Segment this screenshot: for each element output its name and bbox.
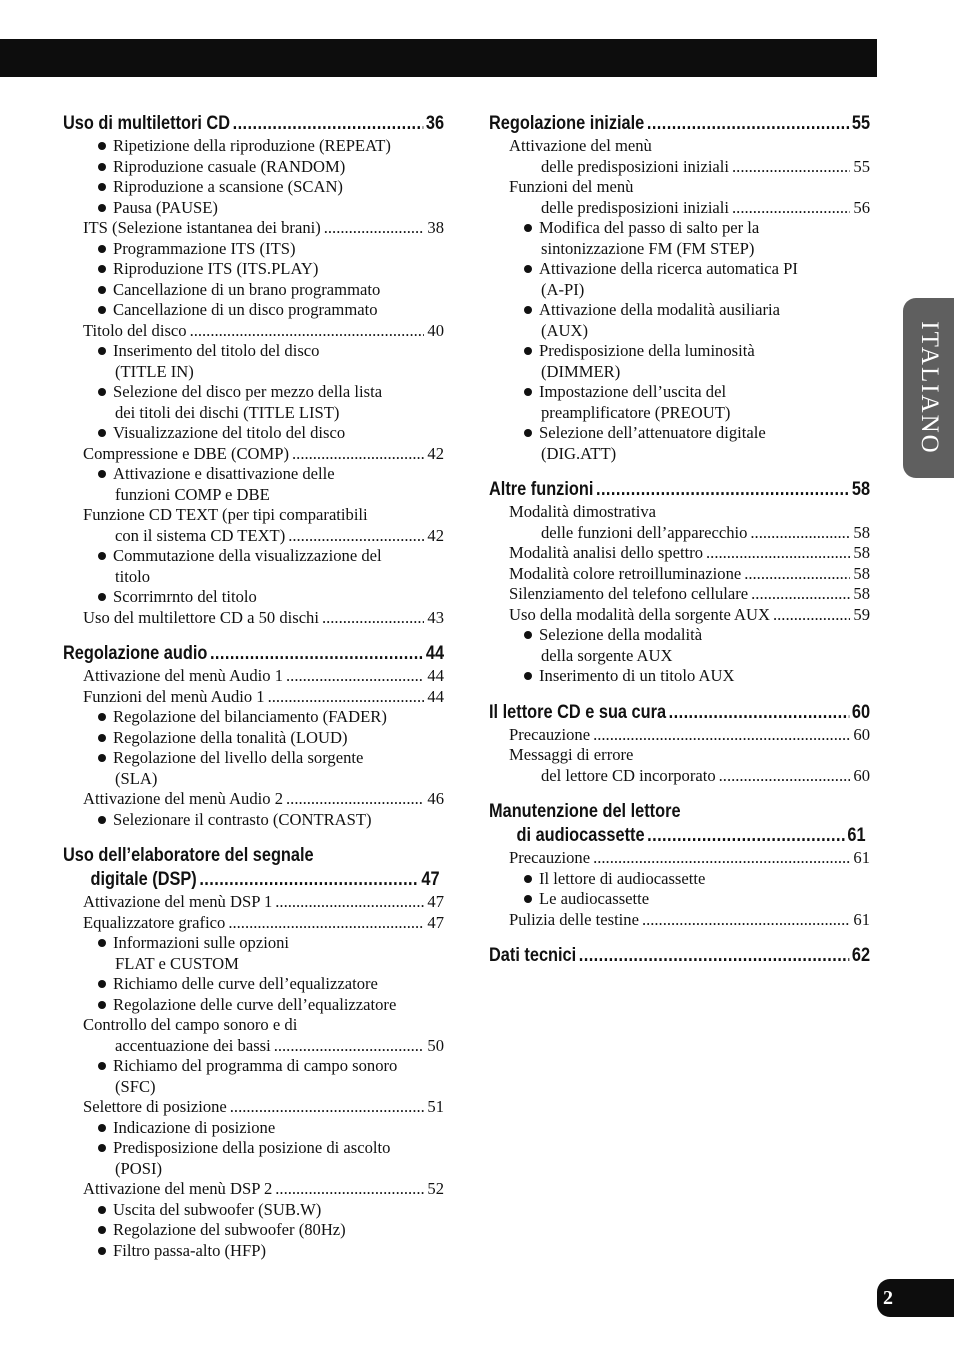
toc-bullet-item [63,382,444,403]
toc-right-column [489,112,870,968]
toc-entry-title: Controllo del campo sonoro e di [83,1015,298,1034]
toc-heading [63,112,444,136]
toc-entry-title: digitale (DSP) [90,869,197,890]
toc-bullet-item [63,1056,444,1077]
toc-entry [489,745,870,766]
toc-bullet-item [489,259,870,280]
section-gap [489,786,870,800]
toc-entry-title: Filtro passa-alto (HFP) [113,1240,267,1260]
toc-entry-title: Predisposizione della luminosità [539,341,755,360]
toc-entry-title: della sorgente AUX [541,645,673,665]
toc-entry-title: (DIMMER) [541,361,621,381]
toc-entry-title: Attivazione del menù Audio 1 [83,666,284,685]
toc-page-number: 61 [853,909,870,929]
toc-entry-title: Funzioni del menù [509,177,634,196]
bullet-icon [524,306,532,314]
toc-page-number: 55 [851,113,871,134]
toc-entry-title: (TITLE IN) [115,361,194,381]
toc-entry [63,608,444,629]
toc-bullet-item [63,810,444,831]
toc-entry [489,584,870,605]
bullet-icon [98,388,106,396]
toc-entry [489,157,870,178]
toc-page-number: 46 [427,789,444,808]
header-bar [0,39,877,77]
bullet-icon [98,593,106,601]
toc-page-number: 44 [427,666,444,685]
toc-page-number: 47 [421,869,440,890]
bullet-icon [98,306,106,314]
toc-entry [489,177,870,198]
dot-leader [751,584,850,605]
toc-bullet-item [63,239,444,260]
bullet-icon [98,980,106,988]
toc-bullet-item [63,1220,444,1241]
dot-leader [669,701,850,725]
toc-entry-title: titolo [115,566,151,586]
bullet-icon [98,816,106,824]
toc-page-number: 42 [427,443,444,463]
toc-entry-title: Compressione e DBE (COMP) [83,443,290,463]
toc-bullet-item [63,136,444,157]
toc-page-number: 42 [427,525,444,545]
toc-entry-title: Le audiocassette [539,889,650,908]
toc-entry-title: Pulizia delle testine [509,909,639,929]
toc-entry-title: (SLA) [115,768,158,788]
toc-heading [489,701,870,725]
toc-entry-title: Attivazione del menù [509,136,652,155]
toc-bullet-continuation [489,444,870,465]
toc-entry [63,1036,444,1057]
toc-entry-title: Uscita del subwoofer (SUB.W) [113,1199,322,1219]
dot-leader [268,687,425,708]
toc-entry-title: delle funzioni dell’apparecchio [541,522,748,542]
dot-leader [324,218,425,239]
toc-page-number: 52 [427,1179,444,1198]
bullet-icon [98,1247,106,1255]
dot-leader [593,848,850,869]
toc-entry-title: FLAT e CUSTOM [115,953,239,973]
bullet-icon [524,631,532,639]
toc-entry-title: Funzione CD TEXT (per tipi comparatibili [83,505,368,524]
dot-leader [275,1179,424,1200]
bullet-icon [98,245,106,253]
dot-leader [286,666,424,687]
toc-entry-title: Il lettore CD e sua cura [489,701,667,723]
toc-entry [489,523,870,544]
toc-entry-title: Manutenzione del lettore [489,801,681,822]
bullet-icon [98,183,106,191]
dot-leader [732,157,850,178]
dot-leader [199,868,418,892]
toc-entry [63,789,444,810]
toc-entry-title: Regolazione delle curve dell’equalizzatore [113,994,397,1014]
toc-bullet-continuation [489,646,870,667]
toc-entry-title: Silenziamento del telefono cellulare [509,584,749,603]
toc-page-number: 62 [851,945,871,966]
bullet-icon [524,672,532,680]
toc-bullet-continuation [63,403,444,424]
bullet-icon [98,163,106,171]
toc-page-number: 60 [851,701,871,723]
toc-bullet-continuation [63,485,444,506]
toc-entry-title: Regolazione iniziale [489,113,645,134]
toc-bullet-continuation [489,403,870,424]
toc-entry-title: Predisposizione della posizione di ascolto [113,1138,391,1157]
toc-entry-title: Uso della modalità della sorgente AUX [509,604,770,624]
toc-entry-title: (A-PI) [541,279,585,299]
toc-entry-title: Ripetizione della riproduzione (REPEAT) [113,136,391,155]
dot-leader [579,944,850,968]
bullet-icon [524,224,532,232]
toc-bullet-item [63,1138,444,1159]
toc-entry [63,687,444,708]
toc-bullet-continuation [63,1077,444,1098]
dot-leader [642,910,850,931]
section-gap [489,930,870,944]
toc-entry-title: Pausa (PAUSE) [113,197,218,217]
toc-entry-title: Regolazione della tonalità (LOUD) [113,727,348,747]
toc-entry [63,444,444,465]
toc-page-number: 58 [853,543,870,562]
toc-entry-title: Attivazione del menù DSP 2 [83,1179,273,1198]
toc-entry-title: Richiamo delle curve dell’equalizzatore [113,974,378,993]
toc-entry-title: Dati tecnici [489,945,577,966]
toc-bullet-item [489,300,870,321]
toc-bullet-item [489,341,870,362]
toc-entry-title: Precauzione [509,724,591,744]
dot-leader [647,112,849,136]
toc-entry-title: Regolazione del bilanciamento (FADER) [113,707,387,726]
dot-leader [233,112,424,136]
toc-heading [63,844,444,868]
toc-bullet-item [63,546,444,567]
toc-heading [489,800,870,824]
toc-heading [489,824,866,848]
toc-entry-title: di audiocassette [516,825,645,846]
toc-entry-title: Commutazione della visualizzazione del [113,546,382,565]
toc-page-number: 44 [425,643,445,664]
bullet-icon [98,142,106,150]
toc-entry-title: Programmazione ITS (ITS) [113,238,296,258]
toc-bullet-continuation [489,321,870,342]
toc-page-number: 55 [853,156,870,176]
toc-entry [489,605,870,626]
dot-leader [275,892,424,913]
toc-entry [489,198,870,219]
dot-leader [596,478,849,502]
toc-bullet-continuation [63,362,444,383]
toc-entry-title: Selettore di posizione [83,1097,227,1116]
toc-bullet-continuation [63,769,444,790]
toc-bullet-item [489,625,870,646]
toc-entry [63,913,444,934]
toc-bullet-item [63,707,444,728]
toc-entry-title: (DIG.ATT) [541,443,617,463]
toc-bullet-item [63,1200,444,1221]
bullet-icon [98,552,106,560]
toc-heading [63,868,440,892]
dot-leader [274,1036,425,1057]
toc-page-number: 61 [853,848,870,867]
toc-entry [489,564,870,585]
toc-bullet-item [63,587,444,608]
toc-entry-title: Riproduzione a scansione (SCAN) [113,177,343,196]
toc-entry-title: del lettore CD incorporato [541,765,716,785]
toc-entry-title: Impostazione dell’uscita del [539,382,727,401]
toc-entry-title: Regolazione audio [63,643,208,664]
bullet-icon [98,1206,106,1214]
language-label: ITALIANO [915,321,943,455]
toc-entry-title: Selezione del disco per mezzo della lista [113,382,383,401]
toc-entry [489,136,870,157]
bullet-icon [98,265,106,273]
toc-page-number: 58 [853,563,870,583]
section-gap [489,464,870,478]
toc-entry-title: con il sistema CD TEXT) [115,525,286,545]
bullet-icon [98,1144,106,1152]
toc-bullet-item [63,748,444,769]
toc-entry-title: accentuazione dei bassi [115,1035,271,1055]
section-gap [489,687,870,701]
toc-entry [63,526,444,547]
toc-entry-title: Selezione della modalità [539,625,703,644]
dot-leader [230,1097,425,1118]
toc-entry-title: Richiamo del programma di campo sonoro [113,1056,398,1075]
toc-entry-title: Visualizzazione del titolo del disco [113,423,346,442]
bullet-icon [98,1226,106,1234]
toc-entry-title: funzioni COMP e DBE [115,484,270,504]
toc-heading [489,112,870,136]
toc-page-number: 50 [427,1035,444,1055]
toc-bullet-item [489,423,870,444]
toc-bullet-continuation [489,362,870,383]
dot-leader [292,444,424,465]
dot-leader [647,824,845,848]
toc-entry-title: Attivazione del menù Audio 2 [83,789,284,808]
bullet-icon [524,895,532,903]
toc-bullet-item [489,666,870,687]
toc-entry [63,321,444,342]
bullet-icon [98,470,106,478]
toc-bullet-item [63,1118,444,1139]
toc-bullet-item [63,1241,444,1262]
toc-bullet-item [63,995,444,1016]
bullet-icon [98,1124,106,1132]
toc-page-number: 47 [427,912,444,932]
toc-entry-title: (SFC) [115,1076,156,1096]
bullet-icon [98,734,106,742]
toc-bullet-item [489,218,870,239]
toc-entry-title: Modalità colore retroilluminazione [509,563,742,583]
dot-leader [719,766,851,787]
toc-entry-title: delle predisposizioni iniziali [541,197,730,217]
toc-entry-title: Funzioni del menù Audio 1 [83,686,265,706]
toc-page-number: 58 [853,522,870,542]
toc-bullet-item [63,259,444,280]
toc-entry-title: Uso dell’elaboratore del segnale [63,845,314,866]
toc-page-number: 58 [853,584,870,603]
toc-page-number: 60 [853,724,870,744]
toc-bullet-item [489,889,870,910]
page-number: 2 [877,1279,954,1317]
toc-entry-title: preamplificatore (PREOUT) [541,402,731,422]
bullet-icon [524,347,532,355]
bullet-icon [98,1062,106,1070]
dot-leader [706,543,850,564]
toc-bullet-item [63,974,444,995]
toc-bullet-item [489,869,870,890]
toc-entry [63,1097,444,1118]
toc-entry-title: Attivazione della ricerca automatica PI [539,259,798,278]
toc-entry-title: Modalità analisi dello spettro [509,543,704,562]
toc-entry-title: Attivazione del menù DSP 1 [83,892,273,911]
toc-page-number: 56 [853,197,870,217]
bullet-icon [524,388,532,396]
toc-entry-title: Selezione dell’attenuatore digitale [539,423,766,442]
dot-leader [286,789,424,810]
toc-entry-title: delle predisposizioni iniziali [541,156,730,176]
toc-entry [63,218,444,239]
toc-page-number: 44 [427,686,444,706]
toc-entry-title: sintonizzazione FM (FM STEP) [541,238,755,258]
toc-entry-title: dei titoli dei dischi (TITLE LIST) [115,402,340,422]
toc-page-number: 51 [427,1097,444,1116]
toc-page-number: 60 [853,765,870,785]
toc-heading [489,944,870,968]
toc-entry-title: Riproduzione ITS (ITS.PLAY) [113,259,319,278]
toc-page-number: 38 [427,218,444,237]
toc-entry-title: (POSI) [115,1158,163,1178]
toc-entry [63,505,444,526]
bullet-icon [98,939,106,947]
dot-leader [593,725,850,746]
bullet-icon [98,286,106,294]
toc-entry-title: Regolazione del livello della sorgente [113,748,364,767]
toc-entry-title: Indicazione di posizione [113,1117,276,1137]
toc-bullet-continuation [63,1159,444,1180]
toc-entry-title: Attivazione della modalità ausiliaria [539,300,780,319]
toc-entry [489,910,870,931]
toc-entry-title: Inserimento del titolo del disco [113,341,320,360]
toc-bullet-item [63,341,444,362]
dot-leader [322,608,424,629]
toc-entry [63,1015,444,1036]
toc-bullet-continuation [489,239,870,260]
toc-entry [63,892,444,913]
toc-page-number: 58 [851,479,871,500]
bullet-icon [524,265,532,273]
toc-entry-title: Equalizzatore grafico [83,912,226,932]
toc-entry-title: Attivazione e disattivazione delle [113,464,335,483]
toc-page-number: 61 [847,825,866,846]
toc-entry [489,766,870,787]
toc-bullet-item [63,157,444,178]
toc-entry-title: Scorrimrnto del titolo [113,587,257,606]
section-gap [63,628,444,642]
toc-entry-title: Regolazione del subwoofer (80Hz) [113,1220,346,1239]
toc-entry-title: Uso del multilettore CD a 50 dischi [83,607,319,627]
toc-bullet-item [63,464,444,485]
toc-bullet-item [63,280,444,301]
toc-page-number: 59 [853,604,870,624]
toc-page-number: 36 [425,113,445,134]
toc-bullet-continuation [489,280,870,301]
bullet-icon [98,347,106,355]
toc-entry [63,666,444,687]
bullet-icon [524,429,532,437]
toc-entry-title: Cancellazione di un brano programmato [113,279,381,299]
toc-entry-title: Selezionare il contrasto (CONTRAST) [113,809,372,829]
toc-heading [63,642,444,666]
toc-entry-title: Cancellazione di un disco programmato [113,300,378,319]
toc-page-number: 43 [427,607,444,627]
toc-entry-title: Precauzione [509,848,591,867]
toc-entry-title: Messaggi di errore [509,745,634,764]
toc-entry-title: ITS (Selezione istantanea dei brani) [83,218,321,237]
bullet-icon [524,875,532,883]
dot-leader [190,321,425,342]
toc-entry-title: Informazioni sulle opzioni [113,933,290,952]
dot-leader [750,523,850,544]
toc-bullet-item [63,933,444,954]
toc-entry [489,725,870,746]
toc-bullet-continuation [63,954,444,975]
toc-left-column [63,112,444,1261]
dot-leader [744,564,850,585]
toc-entry-title: Riproduzione casuale (RANDOM) [113,156,346,176]
toc-heading [489,478,870,502]
toc-bullet-item [489,382,870,403]
toc-entry [489,502,870,523]
toc-bullet-continuation [63,567,444,588]
dot-leader [288,526,424,547]
toc-entry-title: Altre funzioni [489,479,594,500]
toc-entry-title: Modalità dimostrativa [509,502,657,521]
toc-entry-title: Titolo del disco [83,320,187,340]
bullet-icon [98,429,106,437]
language-tab [903,298,954,478]
toc-bullet-item [63,728,444,749]
dot-leader [773,605,850,626]
toc-entry-title: Modifica del passo di salto per la [539,218,760,237]
toc-bullet-item [63,198,444,219]
toc-entry-title: Inserimento di un titolo AUX [539,666,735,685]
dot-leader [732,198,850,219]
toc-entry [63,1179,444,1200]
toc-page-number: 47 [427,892,444,911]
section-gap [63,830,444,844]
dot-leader [228,913,424,934]
bullet-icon [98,1001,106,1009]
toc-page-number: 40 [427,320,444,340]
toc-bullet-item [63,423,444,444]
toc-entry [489,848,870,869]
bullet-icon [98,754,106,762]
toc-entry [489,543,870,564]
dot-leader [210,642,423,666]
bullet-icon [98,713,106,721]
toc-entry-title: Uso di multilettori CD [63,113,231,134]
toc-entry-title: Il lettore di audiocassette [539,868,706,888]
toc-bullet-item [63,177,444,198]
toc-bullet-item [63,300,444,321]
bullet-icon [98,204,106,212]
toc-entry-title: (AUX) [541,320,589,340]
